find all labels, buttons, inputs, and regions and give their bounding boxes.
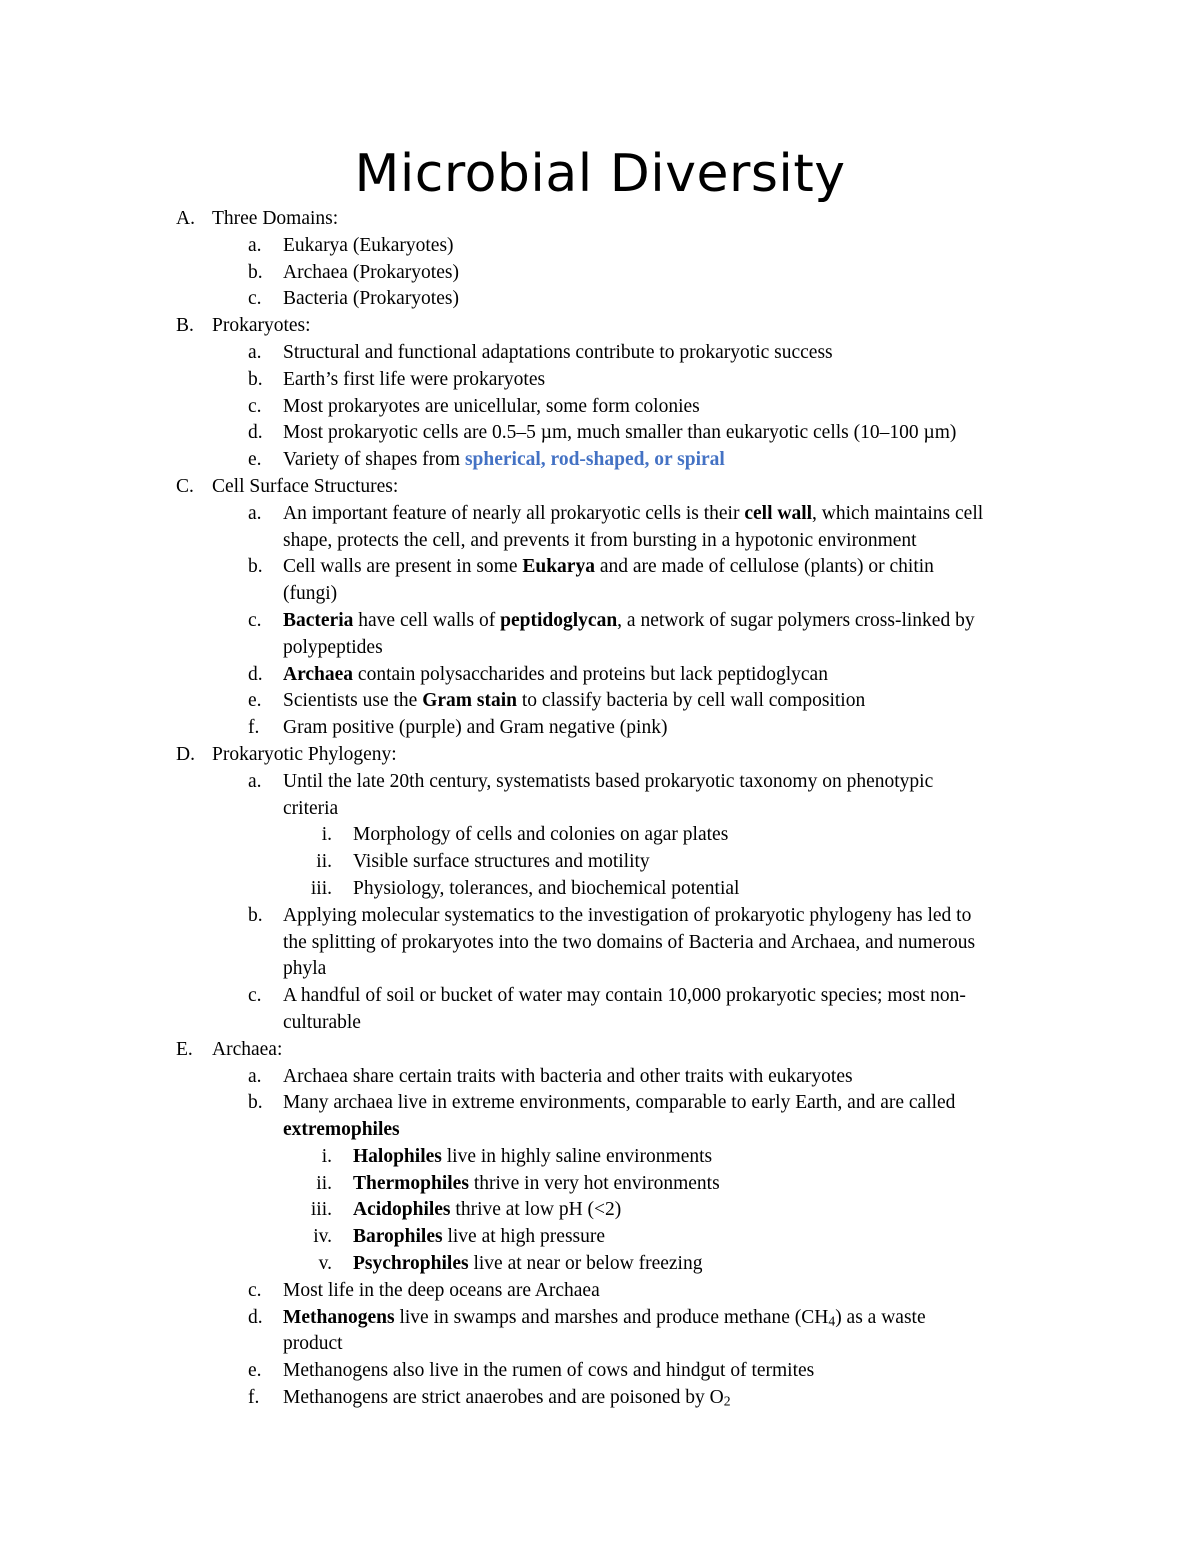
item-continuation: culturable (283, 1011, 361, 1033)
item-marker: e. (248, 690, 262, 712)
item-marker: iii. (310, 877, 332, 899)
item-marker: c. (248, 1279, 262, 1301)
item-marker: b. (248, 904, 263, 926)
item-text: live in highly saline environments (441, 1145, 713, 1167)
item-marker: c. (248, 609, 262, 631)
item-text: Structural and functional adaptations contribute to prokaryotic success (283, 341, 833, 363)
list-item (176, 715, 1076, 742)
item-text: Most life in the deep oceans are Archaea (283, 1279, 600, 1301)
item-marker: b. (248, 368, 263, 390)
section-marker: E. (176, 1038, 193, 1060)
item-marker: a. (248, 234, 262, 256)
list-item (176, 1064, 1076, 1091)
item-text: Archaea share certain traits with bacteria and other traits with eukaryotes (283, 1065, 853, 1087)
list-item (176, 1090, 1076, 1117)
item-text: Physiology, tolerances, and biochemical potential (353, 877, 740, 899)
sub-list-item (176, 876, 1076, 903)
list-item (176, 688, 1076, 715)
item-marker: e. (248, 449, 262, 471)
item-text: Methanogens are strict anaerobes and are poisoned by O (283, 1387, 724, 1409)
item-marker: e. (248, 1360, 262, 1382)
item-marker: a. (248, 1065, 262, 1087)
section-heading: Prokaryotes: (212, 315, 311, 337)
list-item (176, 367, 1076, 394)
list-item (176, 1385, 1076, 1412)
section-heading: Three Domains: (212, 208, 339, 229)
item-marker: c. (248, 985, 262, 1007)
section-b-heading (176, 313, 1076, 340)
bold-term: Halophiles (353, 1145, 442, 1167)
sub-list-item (176, 822, 1076, 849)
item-marker: i. (321, 1145, 332, 1167)
section-d-heading (176, 742, 1076, 769)
item-text: Until the late 20th century, systematists based prokaryotic taxonomy on phenotypic (283, 770, 934, 792)
item-text: ) as a waste (835, 1306, 926, 1328)
item-text: Variety of shapes from (283, 449, 465, 471)
item-marker: a. (248, 770, 262, 792)
item-text: have cell walls of (353, 609, 501, 631)
item-text: thrive in very hot environments (468, 1172, 720, 1194)
item-text: Many archaea live in extreme environments, comparable to early Earth, and are called (283, 1092, 956, 1114)
item-text: Archaea (Prokaryotes) (283, 261, 459, 283)
sub-list-item (176, 1197, 1076, 1224)
item-marker: d. (248, 663, 263, 685)
list-item (176, 394, 1076, 421)
list-item (176, 286, 1076, 313)
sub-list-item (176, 849, 1076, 876)
item-marker: ii. (316, 1172, 332, 1194)
item-marker: f. (248, 1387, 260, 1409)
section-e-heading (176, 1037, 1076, 1064)
item-text: live at near or below freezing (468, 1253, 703, 1275)
item-marker: d. (248, 422, 263, 444)
item-text: Cell walls are present in some (283, 556, 523, 578)
item-continuation: (fungi) (283, 583, 338, 605)
highlighted-text: spherical, rod-shaped, or spiral (464, 449, 725, 471)
list-item (176, 1278, 1076, 1305)
list-item (176, 1358, 1076, 1385)
item-marker: ii. (316, 851, 332, 873)
bold-term: Archaea (283, 663, 354, 685)
item-text: An important feature of nearly all prokaryotic cells is their (283, 502, 745, 524)
item-text: A handful of soil or bucket of water may contain 10,000 prokaryotic species; most non- (283, 985, 966, 1007)
section-marker: A. (176, 208, 195, 229)
item-text: Earth’s first life were prokaryotes (283, 368, 546, 390)
bold-term: Bacteria (283, 609, 354, 631)
sub-list-item (176, 1171, 1076, 1198)
list-item (176, 260, 1076, 287)
list-item (176, 608, 1076, 635)
outline (176, 206, 1076, 1412)
list-item (176, 1305, 1076, 1332)
section-c-heading (176, 474, 1076, 501)
bold-term: Gram stain (422, 690, 517, 712)
item-continuation: shape, protects the cell, and prevents it from bursting in a hypotonic environment (283, 529, 917, 551)
item-continuation: phyla (283, 958, 327, 980)
item-text: Most prokaryotes are unicellular, some form colonies (283, 395, 700, 417)
section-marker: D. (176, 743, 195, 765)
section-marker: B. (176, 315, 194, 337)
item-marker: d. (248, 1306, 263, 1328)
bold-term: Thermophiles (353, 1172, 469, 1194)
item-text: , a network of sugar polymers cross-linked by (617, 609, 975, 631)
list-item (176, 340, 1076, 367)
list-item (176, 662, 1076, 689)
sub-list-item (176, 1251, 1076, 1278)
item-continuation: the splitting of prokaryotes into the two domains of Bacteria and Archaea, and numerous (283, 931, 976, 953)
bold-term: Eukarya (522, 556, 595, 578)
item-text: thrive at low pH (<2) (450, 1199, 622, 1221)
item-text: Visible surface structures and motility (353, 851, 650, 873)
bold-term: Barophiles (353, 1226, 443, 1248)
item-text: and are made of cellulose (plants) or chitin (594, 556, 934, 578)
item-marker: v. (318, 1253, 332, 1275)
item-marker: iv. (313, 1226, 332, 1248)
subscript: 4 (828, 1313, 836, 1329)
section-heading: Cell Surface Structures: (212, 475, 399, 497)
item-marker: c. (248, 395, 262, 417)
section-heading: Prokaryotic Phylogeny: (212, 743, 397, 765)
item-continuation: criteria (283, 797, 339, 819)
bold-term: peptidoglycan (500, 609, 618, 631)
subscript: 2 (723, 1393, 731, 1409)
item-text: live at high pressure (442, 1226, 606, 1248)
list-item (176, 769, 1076, 796)
bold-term: extremophiles (283, 1119, 400, 1141)
item-marker: i. (321, 824, 332, 846)
section-heading: Archaea: (212, 1038, 283, 1060)
list-item (176, 983, 1076, 1010)
list-item (176, 903, 1076, 930)
item-text: Bacteria (Prokaryotes) (283, 288, 459, 310)
bold-term: Psychrophiles (353, 1253, 469, 1275)
item-marker: b. (248, 1092, 263, 1114)
item-text: , which maintains cell (812, 502, 984, 524)
item-continuation: polypeptides (283, 636, 383, 658)
item-continuation: product (283, 1333, 343, 1355)
item-text: Scientists use the (283, 690, 423, 712)
item-text: Most prokaryotic cells are 0.5–5 µm, much smaller than eukaryotic cells (10–100 µm) (283, 422, 957, 444)
list-item (176, 233, 1076, 260)
section-marker: C. (176, 475, 194, 497)
section-a-heading (176, 206, 1076, 233)
item-marker: iii. (310, 1199, 332, 1221)
item-text: Eukarya (Eukaryotes) (283, 234, 454, 256)
item-marker: a. (248, 341, 262, 363)
item-marker: a. (248, 502, 262, 524)
bold-term: cell wall (744, 502, 813, 524)
sub-list-item (176, 1224, 1076, 1251)
item-continuation (176, 1117, 1076, 1144)
list-item (176, 447, 1076, 474)
item-text: Methanogens also live in the rumen of cows and hindgut of termites (283, 1360, 815, 1382)
item-text: to classify bacteria by cell wall composition (517, 690, 866, 712)
item-marker: b. (248, 556, 263, 578)
bold-term: Acidophiles (353, 1199, 451, 1221)
item-text: Gram positive (purple) and Gram negative (pink) (283, 717, 668, 739)
list-item (176, 554, 1076, 581)
sub-list-item (176, 1144, 1076, 1171)
item-marker: f. (248, 717, 260, 739)
list-item (176, 501, 1076, 528)
item-text: Applying molecular systematics to the investigation of prokaryotic phylogeny has led to (283, 904, 972, 926)
bold-term: Methanogens (283, 1306, 395, 1328)
item-marker: b. (248, 261, 263, 283)
item-marker: c. (248, 288, 262, 310)
page-title: Microbial Diversity (354, 144, 846, 204)
item-text: Morphology of cells and colonies on agar plates (353, 824, 729, 846)
item-text: contain polysaccharides and proteins but lack peptidoglycan (353, 663, 828, 685)
list-item (176, 420, 1076, 447)
item-text: live in swamps and marshes and produce methane (CH (394, 1306, 829, 1328)
